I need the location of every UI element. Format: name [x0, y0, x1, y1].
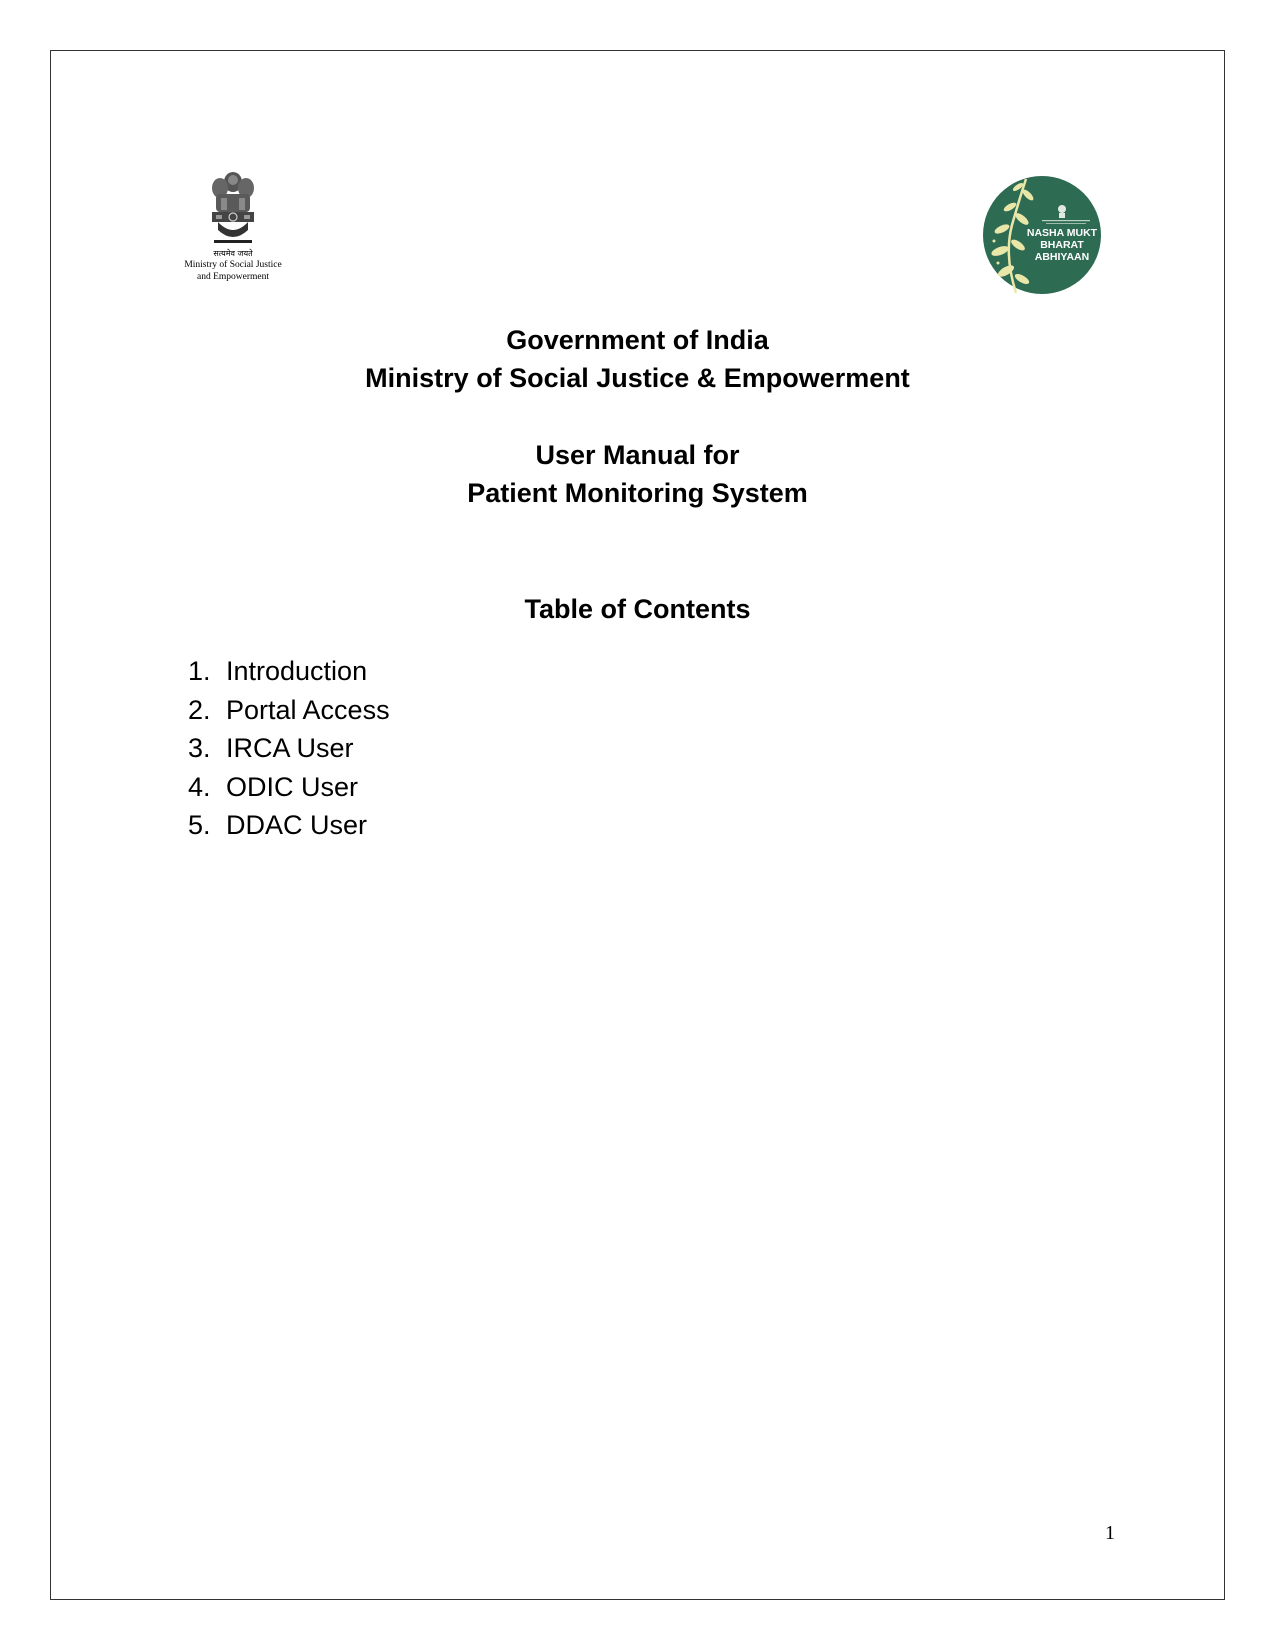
toc-item-number: 4. — [188, 771, 211, 802]
campaign-logo-line1: NASHA MUKT — [1026, 227, 1098, 239]
toc-item-portal-access[interactable] — [188, 691, 390, 730]
toc-item-label: DDAC User — [226, 810, 368, 840]
toc-item-number: 3. — [188, 733, 211, 763]
campaign-logo-line2: BHARAT — [1040, 239, 1084, 251]
emblem-motto: सत्यमेव जयते — [213, 249, 253, 258]
government-title: Government of India — [506, 325, 769, 355]
toc-item-label: Portal Access — [226, 694, 390, 725]
emblem-caption-line1: Ministry of Social Justice — [184, 260, 282, 270]
toc-item-odic-user[interactable] — [188, 768, 390, 807]
lion-capital-icon — [204, 168, 262, 248]
ministry-title: Ministry of Social Justice & Empowerment — [365, 363, 910, 393]
emblem-caption-line2: and Empowerment — [196, 272, 270, 282]
national-emblem-logo — [178, 168, 288, 288]
toc-item-label: Introduction — [226, 656, 368, 686]
toc-item-label: IRCA User — [226, 733, 354, 763]
toc-item-number: 2. — [188, 694, 211, 725]
manual-title-line2: Patient Monitoring System — [467, 478, 808, 508]
toc-list — [188, 652, 390, 845]
nasha-mukt-bharat-abhiyaan-logo — [982, 175, 1102, 295]
toc-item-irca-user[interactable] — [188, 729, 390, 768]
manual-title-line1: User Manual for — [535, 440, 740, 470]
toc-heading: Table of Contents — [524, 594, 751, 624]
toc-item-label: ODIC User — [226, 771, 359, 802]
toc-item-number: 5. — [188, 810, 211, 840]
toc-item-number: 1. — [188, 656, 211, 686]
toc-item-introduction[interactable] — [188, 652, 390, 691]
campaign-logo-line3: ABHIYAAN — [1034, 251, 1090, 263]
toc-item-ddac-user[interactable] — [188, 806, 390, 845]
campaign-logo-text — [1022, 227, 1102, 263]
page-number: 1 — [1105, 1522, 1115, 1544]
